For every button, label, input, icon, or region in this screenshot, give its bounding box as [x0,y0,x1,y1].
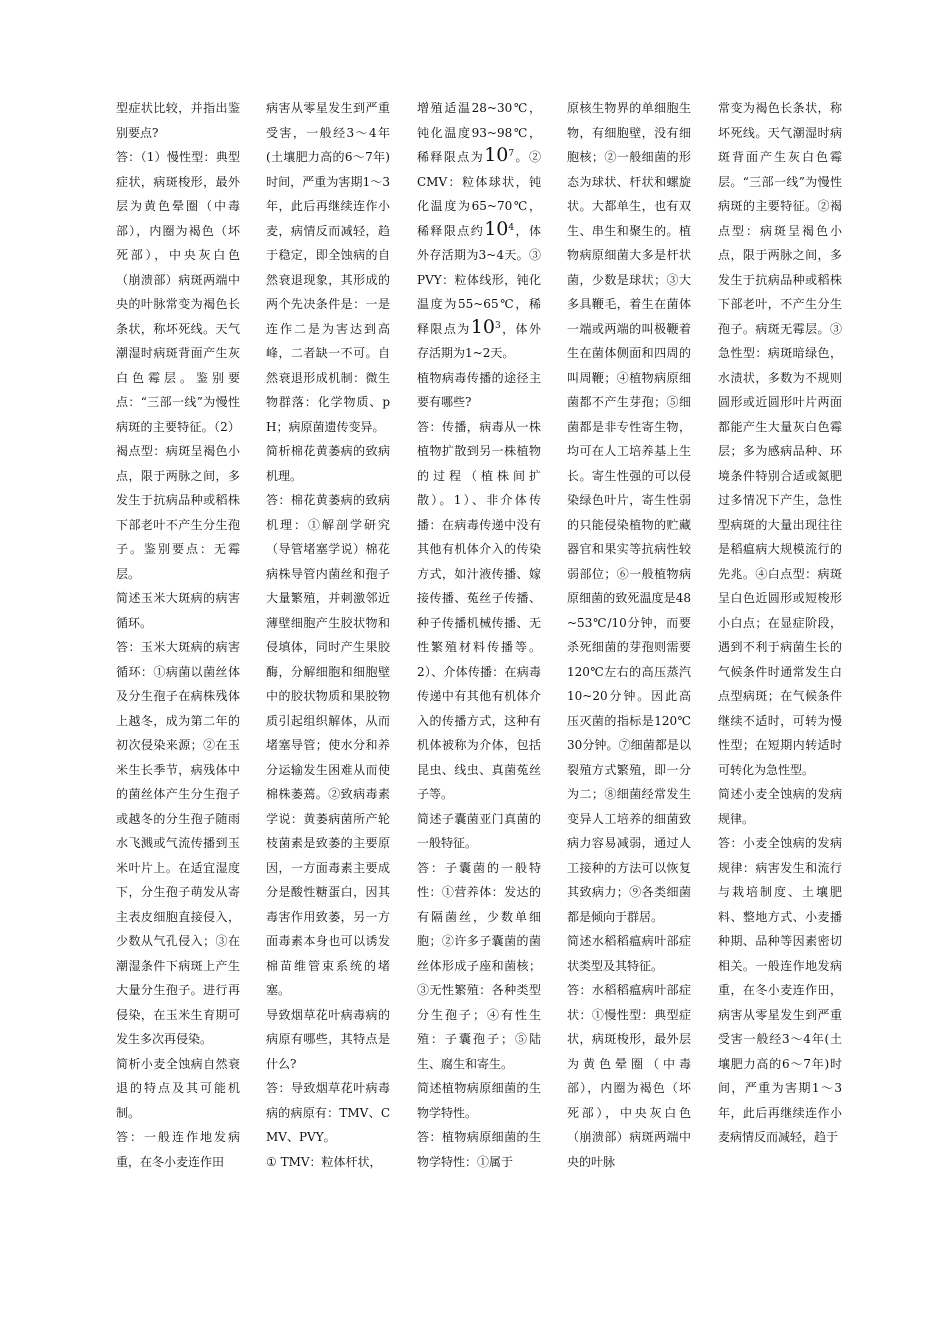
paragraph: ① TMV：粒体杆状， [266,1154,382,1169]
text-column-5 [718,96,842,1150]
paragraph: 病害从零星发生到严重受害，一般经3～4年(土壤肥力高的6～7年)时间，严重为害期1～3年，此后再继续连作小麦，病情反而减轻，趋于稳定，即全蚀病的自然衰退现象，其形成的两个先决条件是：一是连作二是为害达到高峰，二者缺一不可。自然衰退形成机制：微生物群落：化学物质、pH；病原菌遗传变异。 [266,101,390,434]
power-base: 10 [470,315,495,338]
text-column-4 [567,96,691,1174]
paragraph: 答：棉花黄萎病的致病机理：①解剖学研究（导管堵塞学说）棉花病株导管内菌丝和孢子大量繁殖，并刺激邻近薄壁细胞产生胶状物和侵填体，同时产生果胶酶，分解细胞和细胞壁中的胶状物质和果胶物质引起组织解体，从而堵塞导管；使水分和养分运输发生困难从而使棉株萎蔫。②致病毒素学说：黄萎病菌所产轮枝菌素是致萎的主要原因，一方面毒素主要成分是酸性糖蛋白，因其毒害作用致萎，另一方面毒素本身也可以诱发棉苗维管束系统的堵塞。 [266,493,390,997]
power-base: 10 [484,144,509,166]
question-heading: 简析棉花黄萎病的致病机理。 [266,444,390,483]
paragraph: 型症状比较，并指出鉴别要点? [116,101,240,140]
text-column-2 [266,96,390,1174]
question-heading: 简析小麦全蚀病自然衰退的特点及其可能机制。 [116,1056,240,1120]
question-heading: 简述小麦全蚀病的发病规律。 [718,787,842,826]
question-heading: 简述植物病原细菌的生物学特性。 [417,1081,541,1120]
paragraph: 常变为褐色长条状，称坏死线。天气潮湿时病斑背面产生灰白色霉层。“三部一线”为慢性病斑的主要特征。②褐点型：病斑呈褐色小点，限于两脉之间，多发生于抗病品种或稻株下部老叶，不产生分生孢子。病斑无霉层。③急性型：病斑暗绿色，水渍状，多数为不规则圆形或近圆形叶片两面都能产生大量灰白色霉层；多为感病品种、环境条件特别合适或氮肥过多情况下产生，急性型病斑的大量出现往往是稻瘟病大规模流行的先兆。④白点型：病斑呈白色近圆形或短梭形小白点；在显症阶段，遇到不利于病菌生长的气候条件时通常发生白点型病斑；在气候条件继续不适时，可转为慢性型；在短期内转适时可转化为急性型。 [718,101,842,777]
paragraph: 原核生物界的单细胞生物，有细胞壁，没有细胞核；②一般细菌的形态为球状、杆状和螺旋状。大都单生，也有双生、串生和聚生的。植物病原细菌大多是杆状菌，少数是球状；③大多具鞭毛，着生在菌体一端或两端的叫极鞭着生在菌体侧面和四周的叫周鞭；④植物病原细菌都不产生芽孢；⑤细菌都是非专性寄生物，均可在人工培养基上生长。寄生性强的可以侵染绿色叶片，寄生性弱的只能侵染植物的贮藏器官和果实等抗病性较弱部位；⑥一般植物病原细菌的致死温度是48~53℃/10分钟，而要杀死细菌的芽孢则需要120℃左右的高压蒸汽10~20分钟。因此高压灭菌的指标是120℃30分钟。⑦细菌都是以裂殖方式繁殖，即一分为二；⑧细菌经常发生变异人工培养的细菌致病力容易减弱，通过人工接种的方法可以恢复其致病力；⑨各类细菌都是倾向于群居。 [567,101,691,924]
power-base: 10 [484,217,509,240]
question-heading: 简述玉米大斑病的病害循环。 [116,591,240,630]
paragraph: 答：玉米大斑病的病害循环：①病菌以菌丝体及分生孢子在病株残体上越冬，成为第二年的初次侵染来源；②在玉米生长季节，病残体中的菌丝体产生分生孢子或越冬的分生孢子随雨水飞溅或气流传播到玉米叶片上。在适宜湿度下，分生孢子萌发从寄主表皮细胞直接侵入，少数从气孔侵入；③在潮湿条件下病斑上产生大量分生孢子。进行再侵染，在玉米生育期可发生多次再侵染。 [116,640,240,1046]
paragraph: 增殖适温28~30℃，钝化温度93~98℃，稀释限点为$10^7$。② CMV：粒体球状，钝化温度为65~70℃，稀释限点约$10^4$，体外存活期为3~4天。③ PVY：粒体线形，钝化温度为55~65℃，稀释限点为$10^3$，体外存活期为1~2天。 [417,101,541,360]
paragraph: 答：传播，病毒从一株植物扩散到另一株植物的过程（植株间扩散）。1）、非介体传播：在病毒传递中没有其他有机体介入的传染方式，如汁液传播、嫁接传播、菟丝子传播、种子传播机械传播、无性繁殖材料传播等。2）、介体传播：在病毒传递中有其他有机体介入的传播方式，这种有机体被称为介体，包括昆虫、线虫、真菌菟丝子等。 [417,419,541,801]
power-exponent: 7 [508,149,515,159]
paragraph: 答：一般连作地发病重，在冬小麦连作田 [116,1130,240,1169]
paragraph: 答：植物病原细菌的生物学特性：①属于 [417,1130,541,1169]
question-heading: 植物病毒传播的途径主要有哪些? [417,370,541,409]
paragraph: 答：小麦全蚀病的发病规律：病害发生和流行与栽培制度、土壤肥料、整地方式、小麦播种期、品种等因素密切相关。一般连作地发病重，在冬小麦连作田，病害从零星发生到严重受害一般经3～4年(土壤肥力高的6～7年)时间，严重为害期1～3年，此后再继续连作小麦病情反而减轻，趋于 [718,836,842,1144]
paragraph: 答：导致烟草花叶病毒病的病原有：TMV、CMV、PVY。 [266,1081,390,1144]
power-exponent: 3 [494,320,501,331]
question-heading: 简述子囊菌亚门真菌的一般特征。 [417,811,541,850]
power-exponent: 4 [508,222,515,233]
paragraph: 答：水稻稻瘟病叶部症状：①慢性型：典型症状，病斑梭形，最外层为黄色晕圈（中毒部），内圈为褐色（坏死部），中央灰白色（崩溃部）病斑两端中央的叶脉 [567,983,691,1169]
question-heading: 简述水稻稻瘟病叶部症状类型及其特征。 [567,934,691,973]
text-column-3 [417,96,541,1174]
question-heading: 导致烟草花叶病毒病的病原有哪些，其特点是什么? [266,1007,390,1071]
text-column-1 [116,96,240,1174]
paragraph: 答：（1）慢性型：典型症状，病斑梭形，最外层为黄色晕圈（中毒部），内圈为褐色（坏死部），中央灰白色（崩溃部）病斑两端中央的叶脉常变为褐色长条状，称坏死线。天气潮湿时病斑背面产生灰白色霉层。鉴别要点：“三部一线”为慢性病斑的主要特征。（2）褐点型：病斑呈褐色小点，限于两脉之间，多发生于抗病品种或稻株下部老叶不产生分生孢子。鉴别要点：无霉层。 [116,150,240,581]
paragraph: 答：子囊菌的一般特性：①营养体：发达的有隔菌丝，少数单细胞；②许多子囊菌的菌丝体形成子座和菌核；③无性繁殖：各种类型分生孢子；④有性生殖：子囊孢子；⑤陆生、腐生和寄生。 [417,860,541,1071]
